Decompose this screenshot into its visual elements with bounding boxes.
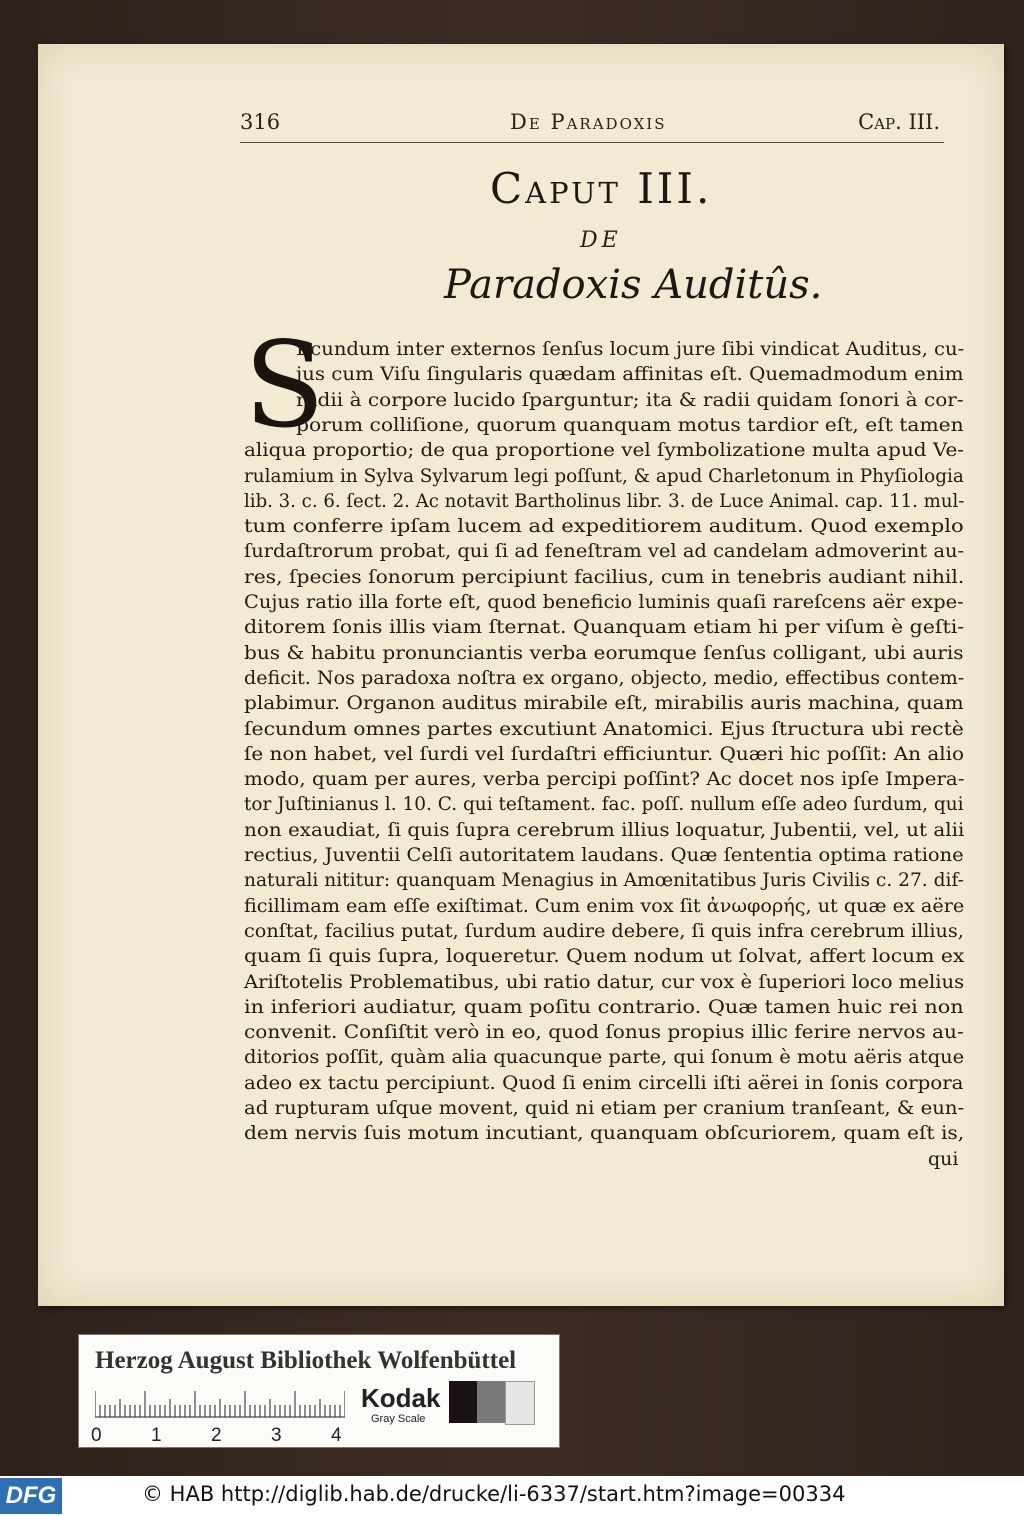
text-line: convenit. Conſiſtit verò in eo, quod ſonus propius illic ferire nervos au- [244, 1021, 964, 1044]
ruler-number: 3 [271, 1425, 282, 1446]
text-line: adeo ex tactu percipiunt. Quod ſi enim circelli iſti aërei in ſonis corpora [244, 1071, 964, 1094]
text-line: radii à corpore lucido ſparguntur; ita & radii quidam ſonori à cor- [296, 388, 964, 411]
library-name: Herzog August Bibliothek Wolfenbüttel [95, 1347, 517, 1374]
text-line: tum conferre ipſam lucem ad expeditiorem auditum. Quod exemplo [244, 515, 964, 538]
text-line: in inferiori audiatur, quam poſitu contrario. Quæ tamen huic rei non [244, 995, 964, 1018]
running-head [240, 108, 944, 143]
chapter-title: Caput III. [490, 164, 713, 213]
footer-bar [0, 1476, 1024, 1516]
catchword: qui [928, 1148, 959, 1170]
gray-swatch-white [505, 1381, 535, 1425]
ruler-number: 0 [91, 1425, 102, 1446]
ruler [95, 1389, 345, 1419]
text-line: conſtat, facilius putat, ſurdum audire debere, ſi quis infra cerebrum illius, [244, 919, 964, 942]
text-line: ſe non habet, vel ſurdi vel ſurdaſtri efficiuntur. Quæri hic poſſit: An alio [244, 742, 965, 765]
text-line: aliqua proportio; de qua proportione vel ſymbolizatione multa apud Ve- [244, 439, 965, 462]
text-line: naturali nititur: quanquam Menagius in Amœnitatibus Juris Civilis c. 27. dif- [244, 869, 964, 892]
text-line: bus & habitu pronunciantis verba eorumque ſenſus colligant, ubi auris [244, 641, 964, 664]
text-line: jus cum Viſu ſingularis quædam affinitas eſt. Quemadmodum enim [296, 363, 964, 386]
text-line: plabimur. Organon auditus mirabile eſt, mirabilis auris machina, quam [244, 692, 964, 715]
gray-swatch-mid [477, 1381, 505, 1423]
text-line: Ariſtotelis Problematibus, ubi ratio datur, cur vox è ſuperiori loco melius [244, 970, 965, 993]
dfg-logo: DFG [0, 1478, 62, 1514]
gray-swatch-black [449, 1381, 477, 1423]
running-title: De Paradoxis [510, 110, 667, 134]
chapter-subtitle: Paradoxis Auditûs. [444, 262, 823, 308]
text-line: ad rupturam uſque movent, quid ni etiam per cranium tranſeant, & eun- [244, 1097, 965, 1119]
text-line: rulamium in Sylva Sylvarum legi poſſunt, & apud Charletonum in Phyſiologia [244, 464, 964, 487]
text-line: rectius, Juventii Celſi autoritatem laudans. Quæ ſententia optima ratione [244, 844, 964, 866]
text-line: ſurdaſtrorum probat, qui ſi ad feneſtram vel ad candelam admoverint au- [244, 540, 965, 563]
copyright-link[interactable]: © HAB http://diglib.hab.de/drucke/li-6337/start.htm?image=00334 [142, 1482, 846, 1506]
text-line: res, ſpecies ſonorum percipiunt facilius, cum in tenebris audiant nihil. [244, 565, 965, 588]
text-line: tor Juſtinianus l. 10. C. qui teſtament. fac. poſſ. nullum eſſe adeo ſurdum, qui [244, 793, 964, 816]
text-line: ficillimam eam eſſe exiſtimat. Cum enim vox ſit ἀνωφορής, ut quæ ex aëre [244, 894, 965, 917]
gray-scale-label: Gray Scale [371, 1413, 426, 1425]
text-line: dem nervis ſuis motum incutiant, quanquam obſcuriorem, quam eſt is, [244, 1122, 965, 1145]
color-calibration-strip [78, 1334, 560, 1448]
text-line: non exaudiat, ſi quis ſupra cerebrum illius loquatur, Jubentii, vel, ut alii [244, 818, 965, 841]
text-line: ditorios poſſit, quàm alia quacunque parte, qui ſonum è motu aëris atque [244, 1046, 965, 1069]
ruler-number: 4 [331, 1425, 342, 1446]
kodak-logo: Kodak [361, 1383, 441, 1413]
ruler-number: 2 [211, 1425, 222, 1446]
text-line: ditorem ſonis illis viam ſternat. Quanquam etiam hi per viſum è geſti- [244, 616, 965, 639]
text-line: deficit. Nos paradoxa noſtra ex organo, objecto, medio, effectibus contem- [244, 666, 965, 689]
text-line: ſecundum omnes partes excutiunt Anatomici. Ejus ſtructura ubi rectè [244, 717, 964, 740]
ruler-number: 1 [151, 1425, 162, 1446]
text-line: Cujus ratio illa forte eſt, quod beneficio luminis quaſi rareſcens aër expe- [244, 591, 964, 613]
drop-cap: S [244, 316, 325, 454]
text-line: Ecundum inter externos ſenſus locum jure ſibi vindicat Auditus, cu- [296, 338, 965, 360]
page-number: 316 [240, 110, 281, 134]
text-line: porum colliſione, quorum quanquam motus tardior eſt, eſt tamen [296, 413, 964, 436]
text-line: lib. 3. c. 6. ſect. 2. Ac notavit Bartholinus libr. 3. de Luce Animal. cap. 11. mul- [244, 489, 965, 512]
text-line: modo, quam per aures, verba percipi poſſint? Ac docet nos ipſe Impera- [244, 768, 965, 791]
text-line: quam ſi quis ſupra, loqueretur. Quem nodum ut ſolvat, affert locum ex [244, 945, 965, 968]
running-chapter: Cap. III. [858, 110, 940, 134]
chapter-de: DE [580, 228, 622, 253]
